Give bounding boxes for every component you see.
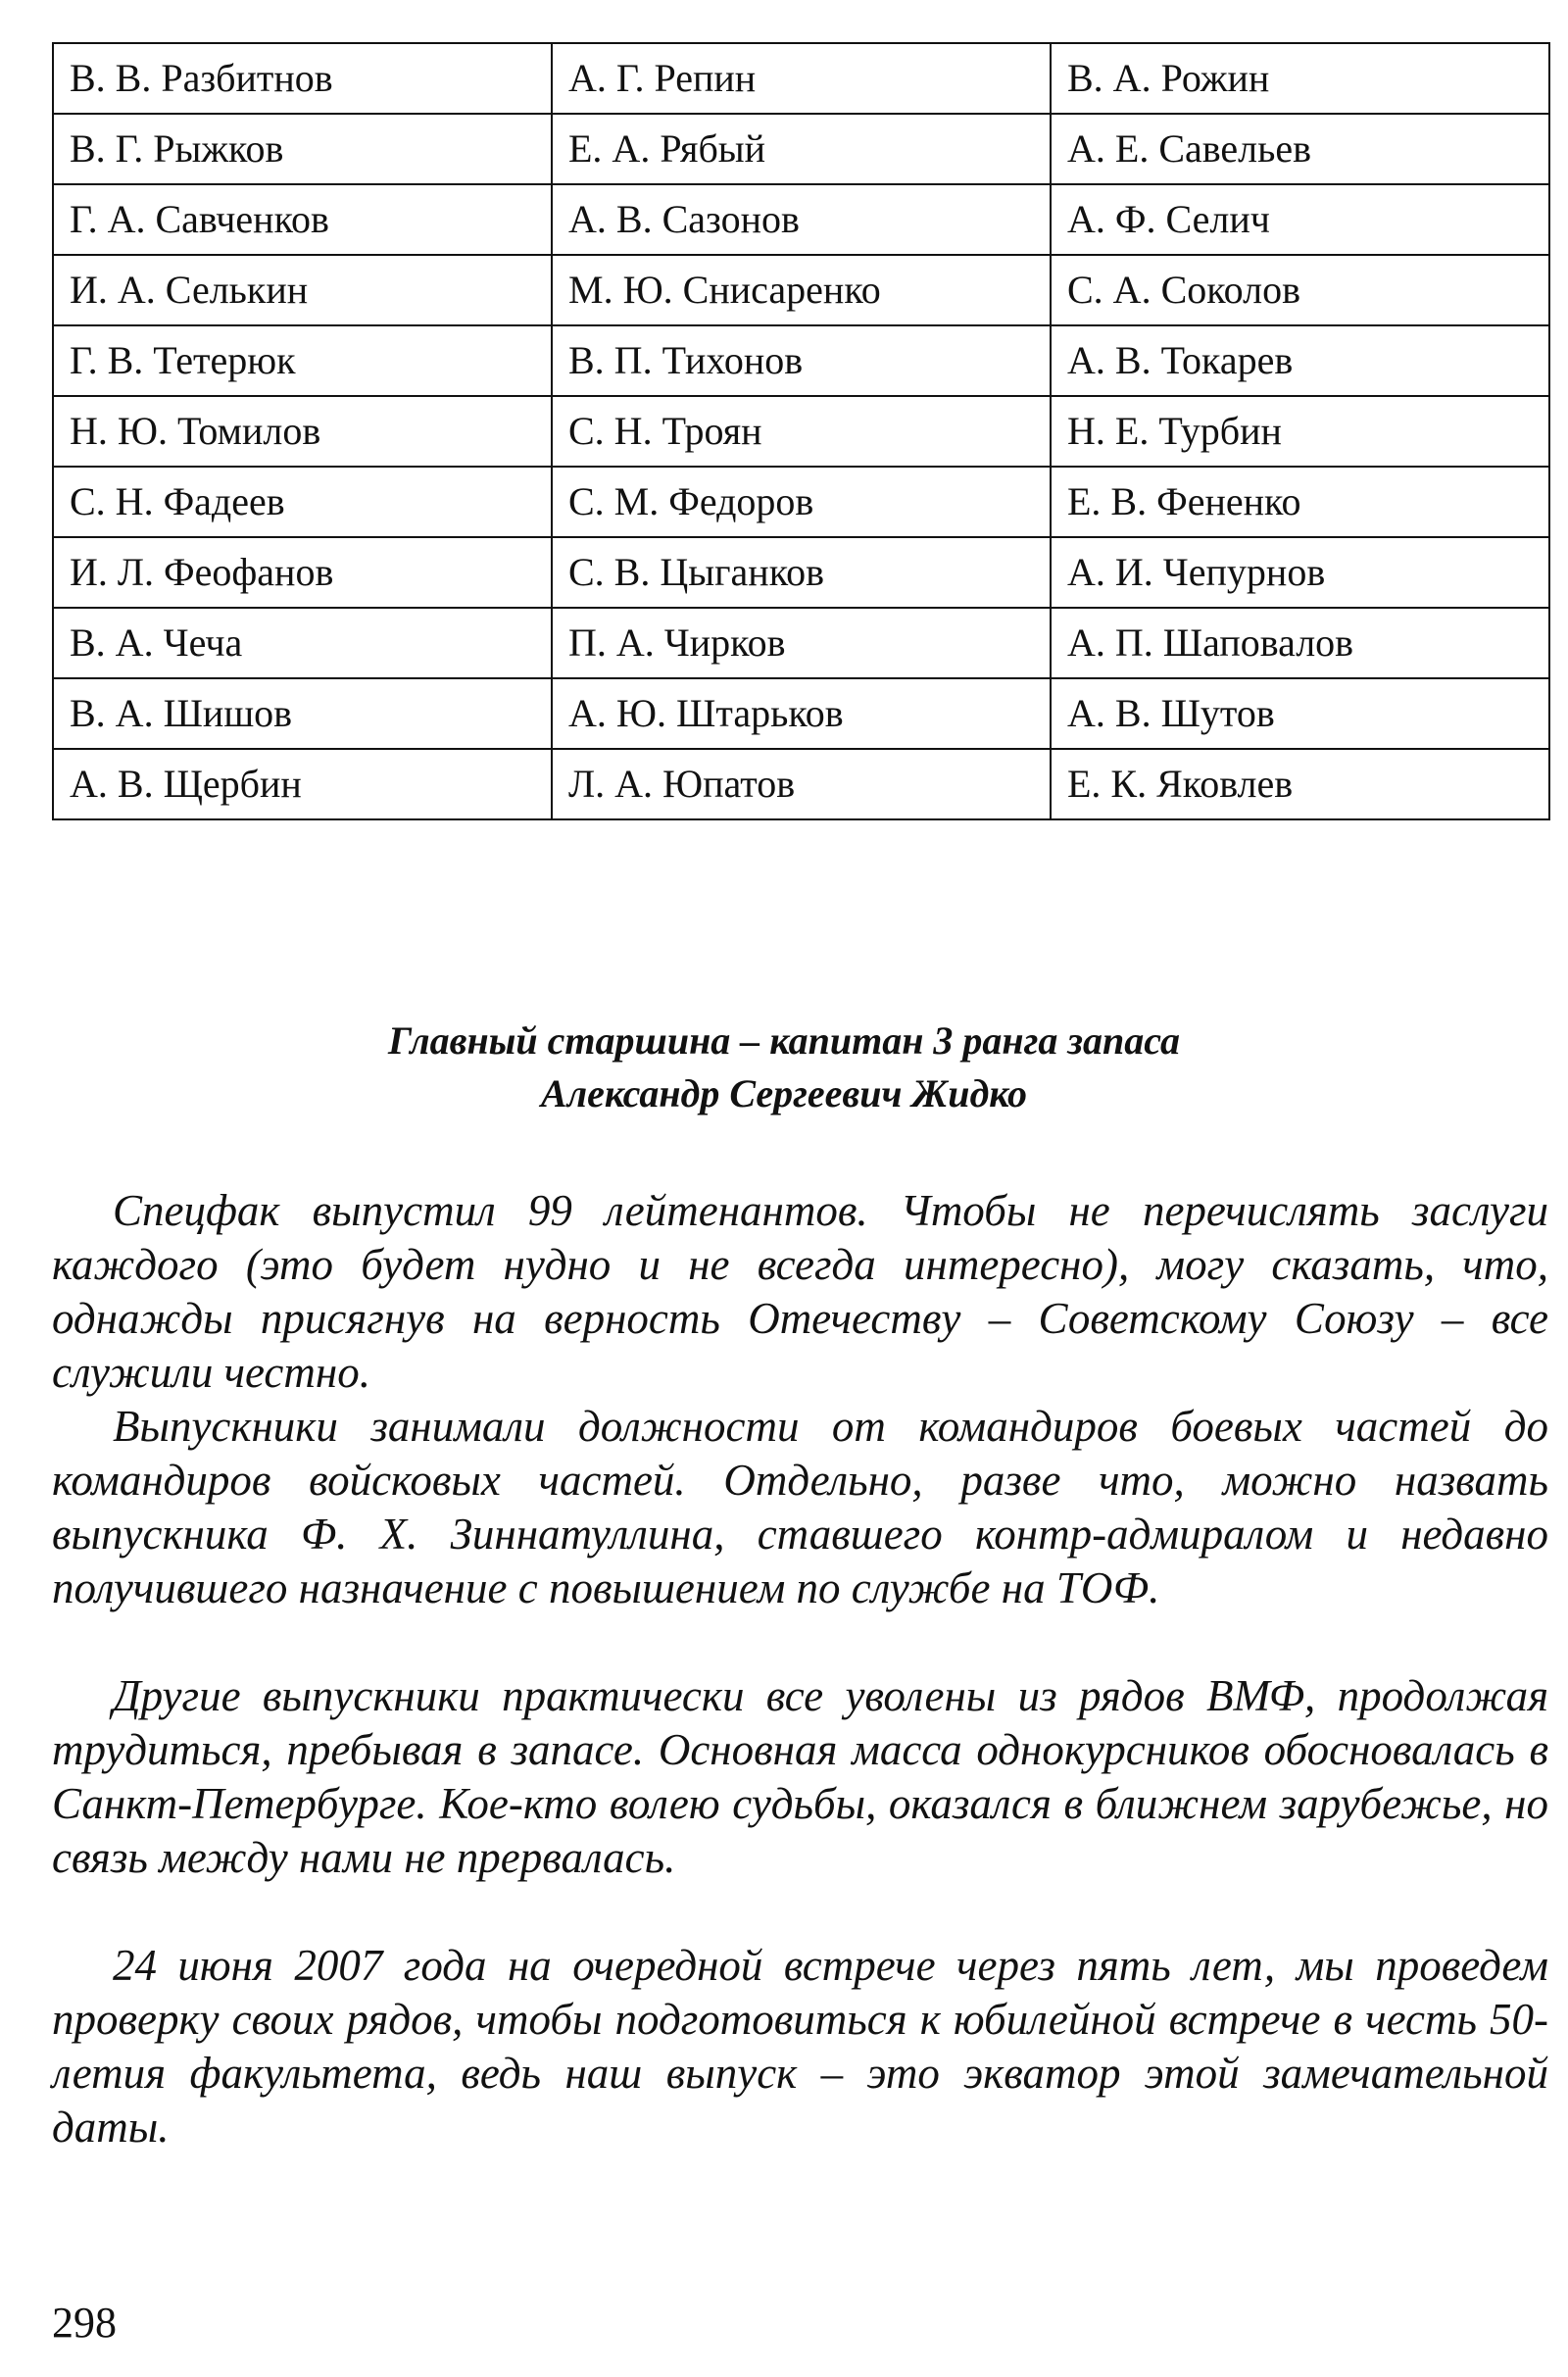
table-row bbox=[53, 608, 1549, 678]
table-cell: В. А. Рожин bbox=[1051, 43, 1549, 114]
table-cell: В. Г. Рыжков bbox=[53, 114, 552, 184]
table-cell: А. И. Чепурнов bbox=[1051, 537, 1549, 608]
table-row bbox=[53, 678, 1549, 749]
table-cell: С. М. Федоров bbox=[552, 467, 1051, 537]
table-cell: А. Е. Савельев bbox=[1051, 114, 1549, 184]
body-paragraph-2 bbox=[52, 1400, 1548, 1615]
table-cell: В. В. Разбитнов bbox=[53, 43, 552, 114]
table-cell: С. А. Соколов bbox=[1051, 255, 1549, 325]
table-cell: Н. Е. Турбин bbox=[1051, 396, 1549, 467]
table-cell: А. В. Токарев bbox=[1051, 325, 1549, 396]
table-cell: И. А. Селькин bbox=[53, 255, 552, 325]
paragraph: Выпускники занимали должности от командиров боевых частей до командиров войсковых частей. Отдельно, разве что, можно назвать выпускника Ф. Х. Зиннатуллина, ставшего контр-адмиралом и недавно получившего назначение с повышением по службе на ТОФ. bbox=[52, 1402, 1548, 1612]
table-cell: С. Н. Троян bbox=[552, 396, 1051, 467]
table-row bbox=[53, 43, 1549, 114]
table-cell: Е. В. Фененко bbox=[1051, 467, 1549, 537]
table-cell: В. П. Тихонов bbox=[552, 325, 1051, 396]
table-cell: А. Г. Репин bbox=[552, 43, 1051, 114]
body-paragraph-3 bbox=[52, 1669, 1548, 1885]
table-cell: С. Н. Фадеев bbox=[53, 467, 552, 537]
table-row bbox=[53, 749, 1549, 819]
table-cell: Г. А. Савченков bbox=[53, 184, 552, 255]
table-row bbox=[53, 325, 1549, 396]
table-cell: А. В. Шутов bbox=[1051, 678, 1549, 749]
body-paragraph-4 bbox=[52, 1939, 1548, 2154]
table-cell: А. В. Щербин bbox=[53, 749, 552, 819]
names-table bbox=[52, 42, 1550, 820]
table-row bbox=[53, 467, 1549, 537]
paragraph: Спецфак выпустил 99 лейтенантов. Чтобы не перечислять заслуги каждого (это будет нудно и не всегда интересно), могу сказать, что, однажды присягнув на верность Отечеству – Советскому Союзу – все служили честно. bbox=[52, 1186, 1548, 1397]
table-cell: Н. Ю. Томилов bbox=[53, 396, 552, 467]
paragraph: Другие выпускники практически все уволены из рядов ВМФ, продолжая трудиться, пребывая в запасе. Основная масса однокурсников обосновалась в Санкт-Петербурге. Кое-кто волею судьбы, оказался в ближнем зарубежье, но связь между нами не прервалась. bbox=[52, 1671, 1548, 1882]
table-row bbox=[53, 184, 1549, 255]
page-number: 298 bbox=[52, 2299, 117, 2347]
body-paragraph-1 bbox=[52, 1184, 1548, 1400]
table-cell: Е. А. Рябый bbox=[552, 114, 1051, 184]
table-row bbox=[53, 396, 1549, 467]
table-row bbox=[53, 114, 1549, 184]
table-cell: А. Ф. Селич bbox=[1051, 184, 1549, 255]
table-cell: А. П. Шаповалов bbox=[1051, 608, 1549, 678]
table-cell: Е. К. Яковлев bbox=[1051, 749, 1549, 819]
table-cell: Г. В. Тетерюк bbox=[53, 325, 552, 396]
table-cell: П. А. Чирков bbox=[552, 608, 1051, 678]
table-cell: Л. А. Юпатов bbox=[552, 749, 1051, 819]
table-cell: С. В. Цыганков bbox=[552, 537, 1051, 608]
table-cell: М. Ю. Снисаренко bbox=[552, 255, 1051, 325]
paragraph: 24 июня 2007 года на очередной встрече через пять лет, мы проведем проверку своих рядов, чтобы подготовиться к юбилейной встрече в честь 50-летия факультета, ведь наш выпуск – это экватор этой замечательной даты. bbox=[52, 1941, 1548, 2152]
table-cell: А. В. Сазонов bbox=[552, 184, 1051, 255]
table-cell: А. Ю. Штарьков bbox=[552, 678, 1051, 749]
table-row bbox=[53, 537, 1549, 608]
table-cell: И. Л. Феофанов bbox=[53, 537, 552, 608]
section-heading-name: Александр Сергеевич Жидко bbox=[540, 1071, 1028, 1115]
table-row bbox=[53, 255, 1549, 325]
table-cell: В. А. Шишов bbox=[53, 678, 552, 749]
table-cell: В. А. Чеча bbox=[53, 608, 552, 678]
section-heading-rank: Главный старшина – капитан 3 ранга запаса bbox=[388, 1018, 1180, 1063]
